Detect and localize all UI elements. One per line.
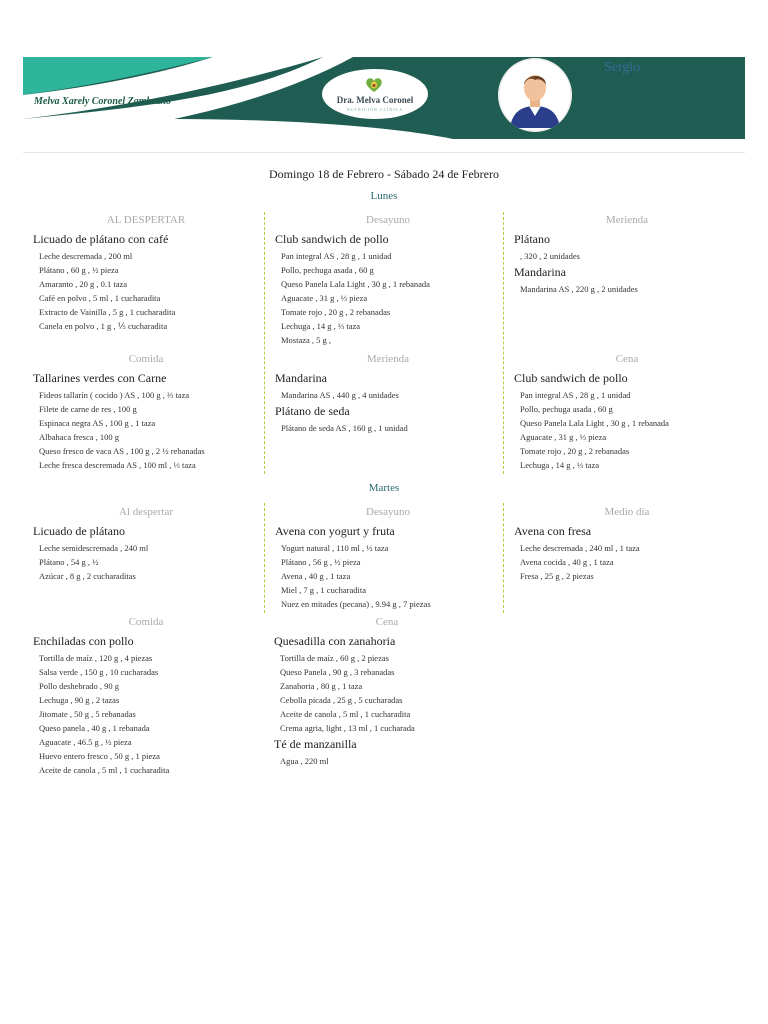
ingredient: Pan integral AS , 28 g , 1 unidad bbox=[520, 390, 631, 400]
ingredient: Leche semidescremada , 240 ml bbox=[39, 543, 149, 553]
ingredient: Agua , 220 ml bbox=[280, 756, 329, 766]
ingredient: Aceite de canola , 5 ml , 1 cucharadita bbox=[39, 765, 170, 775]
dish-name: Club sandwich de pollo bbox=[275, 232, 389, 246]
ingredient: Pollo deshebrado , 90 g bbox=[39, 681, 120, 691]
ingredient: Filete de carne de res , 100 g bbox=[39, 404, 137, 414]
ingredient: Queso Panela Lala Light , 30 g , 1 rebanada bbox=[520, 418, 669, 428]
ingredient: Miel , 7 g , 1 cucharadita bbox=[281, 585, 366, 595]
ingredient: Plátano , 60 g , ½ pieza bbox=[39, 265, 119, 275]
meal-block bbox=[33, 616, 259, 777]
dish-name: Plátano bbox=[514, 232, 550, 246]
ingredient: Azúcar , 8 g , 2 cucharaditas bbox=[39, 571, 136, 581]
meal-block bbox=[275, 353, 501, 435]
dish-name: Quesadilla con zanahoria bbox=[274, 634, 396, 648]
ingredient: Nuez en mitades (pecana) , 9.94 g , 7 piezas bbox=[281, 599, 431, 609]
ingredient: Aguacate , 46.5 g , ½ pieza bbox=[39, 737, 132, 747]
meal-block bbox=[275, 214, 501, 347]
header-divider bbox=[23, 152, 745, 153]
dish-name: Té de manzanilla bbox=[274, 737, 357, 751]
ingredient: Tomate rojo , 20 g , 2 rebanadas bbox=[520, 446, 630, 456]
meal-block bbox=[33, 506, 259, 583]
ingredient: Aguacate , 31 g , ⅓ pieza bbox=[520, 432, 607, 442]
dish-name: Plátano de seda bbox=[275, 404, 350, 418]
ingredient: Canela en polvo , 1 g , ⅕ cucharadita bbox=[39, 321, 168, 331]
ingredient: Mandarina AS , 220 g , 2 unidades bbox=[520, 284, 638, 294]
ingredient: Queso Panela Lala Light , 30 g , 1 rebanada bbox=[281, 279, 430, 289]
meal-title: Cena bbox=[615, 353, 639, 365]
ingredient: Queso fresco de vaca AS , 100 g , 2 ½ rebanadas bbox=[39, 446, 205, 456]
ingredient: Plátano , 56 g , ½ pieza bbox=[281, 557, 361, 567]
ingredient: Cebolla picada , 25 g , 5 cucharadas bbox=[280, 695, 403, 705]
dish-name: Licuado de plátano con café bbox=[33, 232, 169, 246]
ingredient: Queso Panela , 90 g , 3 rebanadas bbox=[280, 667, 395, 677]
ingredient: , 320 , 2 unidades bbox=[520, 251, 580, 261]
meal-title: Comida bbox=[128, 353, 164, 365]
meal-block bbox=[514, 353, 740, 472]
ingredient: Leche descremada , 240 ml , 1 taza bbox=[520, 543, 640, 553]
dish-name: Tallarines verdes con Carne bbox=[33, 371, 167, 385]
ingredient: Yogurt natural , 110 ml , ½ taza bbox=[281, 543, 389, 553]
meal-title: Merienda bbox=[605, 214, 649, 226]
meal-title: Desayuno bbox=[366, 506, 410, 518]
meal-block bbox=[33, 353, 259, 472]
meal-title: Al despertar bbox=[118, 506, 174, 518]
date-range: Domingo 18 de Febrero - Sábado 24 de Febrero bbox=[269, 167, 499, 181]
meal-block bbox=[514, 214, 740, 296]
meal-title: Merienda bbox=[366, 353, 410, 365]
ingredient: Tortilla de maíz , 60 g , 2 piezas bbox=[280, 653, 389, 663]
day-label-lunes: Lunes bbox=[370, 190, 398, 202]
ingredient: Tomate rojo , 20 g , 2 rebanadas bbox=[281, 307, 391, 317]
user-avatar-icon bbox=[498, 58, 572, 132]
ingredient: Lechuga , 14 g , ⅓ taza bbox=[520, 460, 600, 470]
ingredient: Avena cocida , 40 g , 1 taza bbox=[520, 557, 614, 567]
ingredient: Pollo, pechuga asada , 60 g bbox=[281, 265, 374, 275]
meal-title: Desayuno bbox=[366, 214, 410, 226]
ingredient: Leche fresca descremada AS , 100 ml , ⅓ taza bbox=[39, 460, 196, 470]
meal-title: AL DESPERTAR bbox=[106, 214, 186, 226]
column-divider bbox=[264, 503, 265, 613]
ingredient: Lechuga , 14 g , ⅓ taza bbox=[281, 321, 361, 331]
doctor-name: Melva Xarely Coronel Zambrano bbox=[34, 96, 171, 107]
ingredient: Pan integral AS , 28 g , 1 unidad bbox=[281, 251, 392, 261]
meal-title: Cena bbox=[375, 616, 399, 628]
ingredient: Fideos tallarín ( cocido ) AS , 100 g , ⅔ taza bbox=[39, 390, 190, 400]
dish-name: Mandarina bbox=[514, 265, 566, 279]
ingredient: Extracto de Vainilla , 5 g , 1 cucharadita bbox=[39, 307, 176, 317]
dish-name: Avena con fresa bbox=[514, 524, 592, 538]
column-divider bbox=[264, 212, 265, 474]
dish-name: Enchiladas con pollo bbox=[33, 634, 134, 648]
ingredient: Huevo entero fresco , 50 g , 1 pieza bbox=[39, 751, 160, 761]
ingredient: Tortilla de maíz , 120 g , 4 piezas bbox=[39, 653, 153, 663]
meal-block bbox=[514, 506, 740, 583]
ingredient: Espinaca negra AS , 100 g , 1 taza bbox=[39, 418, 156, 428]
patient-name: Sergio bbox=[604, 60, 641, 75]
ingredient: Crema agria, light , 13 ml , 1 cucharada bbox=[280, 723, 415, 733]
column-divider bbox=[503, 503, 504, 613]
ingredient: Aguacate , 31 g , ⅓ pieza bbox=[281, 293, 368, 303]
ingredient: Pollo, pechuga asada , 60 g bbox=[520, 404, 613, 414]
meal-block bbox=[274, 616, 500, 768]
ingredient: Mostaza , 5 g , bbox=[281, 335, 332, 345]
logo-brand-name: Dra. Melva Coronel bbox=[336, 95, 414, 105]
ingredient: Plátano , 54 g , ½ bbox=[39, 557, 99, 567]
ingredient: Café en polvo , 5 ml , 1 cucharadita bbox=[39, 293, 161, 303]
ingredient: Mandarina AS , 440 g , 4 unidades bbox=[281, 390, 399, 400]
ingredient: Salsa verde , 150 g , 10 cucharadas bbox=[39, 667, 159, 677]
ingredient: Queso panela , 40 g , 1 rebanada bbox=[39, 723, 150, 733]
ingredient: Avena , 40 g , 1 taza bbox=[281, 571, 351, 581]
ingredient: Lechuga , 90 g , 2 tazas bbox=[39, 695, 120, 705]
ingredient: Fresa , 25 g , 2 piezas bbox=[520, 571, 594, 581]
meal-title: Medio día bbox=[604, 506, 650, 518]
clinic-logo bbox=[322, 69, 428, 119]
ingredient: Amaranto , 20 g , 0.1 taza bbox=[39, 279, 128, 289]
ingredient: Leche descremada , 200 ml bbox=[39, 251, 133, 261]
dish-name: Mandarina bbox=[275, 371, 327, 385]
avocado-heart-icon bbox=[364, 77, 384, 93]
logo-subtitle: NUTRICIÓN CLÍNICA bbox=[346, 107, 404, 112]
ingredient: Jitomate , 50 g , 5 rebanadas bbox=[39, 709, 136, 719]
meal-title: Comida bbox=[128, 616, 164, 628]
meal-block bbox=[275, 506, 501, 611]
patient-avatar bbox=[498, 58, 572, 132]
ingredient: Zanahoria , 80 g , 1 taza bbox=[280, 681, 363, 691]
ingredient: Albahaca fresca , 100 g bbox=[39, 432, 120, 442]
dish-name: Avena con yogurt y fruta bbox=[275, 524, 395, 538]
dish-name: Licuado de plátano bbox=[33, 524, 125, 538]
column-divider bbox=[503, 212, 504, 474]
meal-block bbox=[33, 214, 259, 333]
ingredient: Aceite de canola , 5 ml , 1 cucharadita bbox=[280, 709, 411, 719]
day-label-martes: Martes bbox=[368, 482, 400, 494]
ingredient: Plátano de seda AS , 160 g , 1 unidad bbox=[281, 423, 408, 433]
dish-name: Club sandwich de pollo bbox=[514, 371, 628, 385]
